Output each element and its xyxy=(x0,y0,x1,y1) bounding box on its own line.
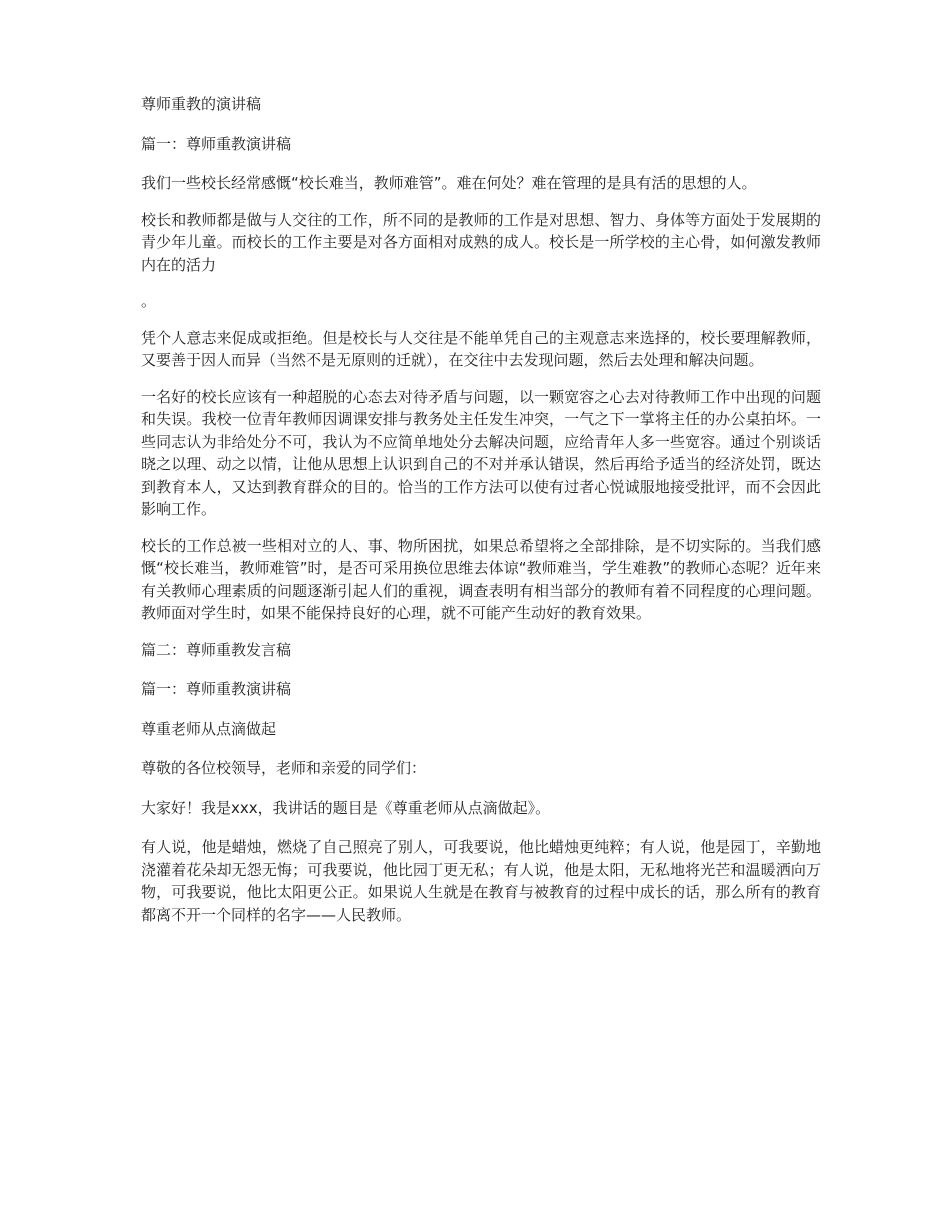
paragraph: 。 xyxy=(141,292,157,310)
section-heading: 篇一：尊师重教演讲稿 xyxy=(141,680,292,698)
paragraph: 校长和教师都是做与人交往的工作，所不同的是教师的工作是对思想、智力、身体等方面处于发展期的青少年儿童。而校长的工作主要是对各方面相对成熟的成人。校长是一所学校的主心骨，如何激发教师内在的活力 xyxy=(141,210,821,274)
paragraph: 凭个人意志来促成或拒绝。但是校长与人交往是不能单凭自己的主观意志来选择的，校长要理解教师，又要善于因人而异（当然不是无原则的迁就），在交往中去发现问题，然后去处理和解决问题。 xyxy=(141,328,821,369)
document-title: 尊师重教的演讲稿 xyxy=(141,95,262,113)
speech-title: 尊重老师从点滴做起 xyxy=(141,719,277,738)
paragraph: 大家好！我是xxx，我讲话的题目是《尊重老师从点滴做起》。 xyxy=(141,798,551,817)
salutation: 尊敬的各位校领导，老师和亲爱的同学们： xyxy=(141,759,427,777)
document-page xyxy=(141,93,821,940)
paragraph: 我们一些校长经常感慨“校长难当，教师难管”。难在何处？难在管理的是具有活的思想的人。 xyxy=(141,174,757,192)
paragraph: 一名好的校长应该有一种超脱的心态去对待矛盾与问题，以一颗宽容之心去对待教师工作中出现的问题和失误。我校一位青年教师因调课安排与教务处主任发生冲突，一气之下一掌将主任的办公桌拍坏。一些同志认为非给处分不可，我认为不应简单地处分去解决问题，应给青年人多一些宽容。通过个别谈话晓之以理、动之以情，让他从思想上认识到自己的不对并承认错误，然后再给予适当的经济处罚，既达到教育本人，又达到教育群众的目的。恰当的工作方法可以使有过者心悦诚服地接受批评，而不会因此影响工作。 xyxy=(141,387,821,518)
section-heading: 篇二：尊师重教发言稿 xyxy=(141,640,292,659)
paragraph: 有人说，他是蜡烛，燃烧了自己照亮了别人，可我要说，他比蜡烛更纯粹；有人说，他是园丁，辛勤地浇灌着花朵却无怨无悔；可我要说，他比园丁更无私；有人说，他是太阳，无私地将光芒和温暖洒向万物，可我要说，他比太阳更公正。如果说人生就是在教育与被教育的过程中成长的话，那么所有的教育都离不开一个同样的名字——人民教师。 xyxy=(141,838,821,924)
paragraph: 校长的工作总被一些相对立的人、事、物所困扰，如果总希望将之全部排除，是不切实际的。当我们感慨“校长难当，教师难管”时，是否可采用换位思维去体谅“教师难当，学生难教”的教师心态呢？近年来有关教师心理素质的问题逐渐引起人们的重视，调查表明有相当部分的教师有着不同程度的心理问题。教师面对学生时，如果不能保持良好的心理，就不可能产生动好的教育效果。 xyxy=(141,536,821,622)
section-heading: 篇一：尊师重教演讲稿 xyxy=(141,134,292,153)
